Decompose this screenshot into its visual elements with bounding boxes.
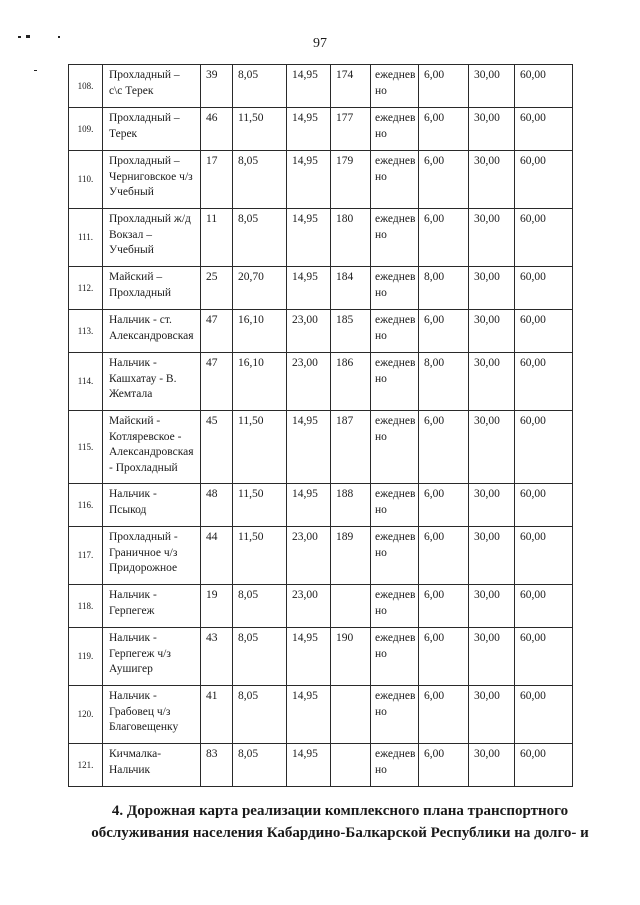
route-code: 174	[331, 65, 371, 108]
interval-value: 30,00	[469, 310, 515, 353]
interval-value: 30,00	[469, 267, 515, 310]
interval-value: 60,00	[515, 65, 573, 108]
route-name-line: Нальчик	[109, 763, 151, 776]
fare-value: 20,70	[233, 267, 287, 310]
route-name	[103, 527, 201, 585]
frequency: ежедневно	[371, 744, 419, 787]
route-code: 187	[331, 411, 371, 484]
route-name	[103, 686, 201, 744]
route-code: 180	[331, 209, 371, 267]
interval-value: 60,00	[515, 108, 573, 151]
route-code: 179	[331, 151, 371, 209]
interval-value: 30,00	[469, 628, 515, 686]
row-number: 115.	[69, 411, 103, 484]
route-code: 185	[331, 310, 371, 353]
route-name-line: Прохладный	[109, 286, 171, 299]
route-length: 11	[201, 209, 233, 267]
section-heading-line-1: 4. Дорожная карта реализации комплексного плана транспортного	[111, 803, 569, 819]
route-name-line: Александровская	[109, 446, 194, 459]
interval-value: 30,00	[469, 686, 515, 744]
frequency: ежедневно	[371, 209, 419, 267]
interval-value: 30,00	[469, 209, 515, 267]
route-code: 190	[331, 628, 371, 686]
route-code	[331, 744, 371, 787]
route-length: 41	[201, 686, 233, 744]
row-number: 110.	[69, 151, 103, 209]
route-name-line: с\с Терек	[109, 84, 154, 97]
time-value: 6,00	[419, 65, 469, 108]
route-name-line: Кашхатау - В.	[109, 372, 177, 385]
row-number: 113.	[69, 310, 103, 353]
time-value: 6,00	[419, 686, 469, 744]
interval-value: 30,00	[469, 527, 515, 585]
interval-value: 30,00	[469, 353, 515, 411]
row-number: 114.	[69, 353, 103, 411]
fare-value: 23,00	[287, 527, 331, 585]
interval-value: 60,00	[515, 209, 573, 267]
fare-value: 23,00	[287, 353, 331, 411]
route-code: 186	[331, 353, 371, 411]
route-name	[103, 353, 201, 411]
route-name-line: Герпегеж ч/з	[109, 647, 171, 660]
route-name-line: Черниговское ч/з	[109, 170, 193, 183]
route-length: 45	[201, 411, 233, 484]
row-number: 119.	[69, 628, 103, 686]
time-value: 6,00	[419, 151, 469, 209]
route-name-line: Терек	[109, 127, 138, 140]
route-name	[103, 484, 201, 527]
table-row	[69, 353, 573, 411]
route-name-line: Прохладный –	[109, 155, 180, 167]
frequency: ежедневно	[371, 65, 419, 108]
route-name-line: Жемтала	[109, 388, 153, 401]
frequency: ежедневно	[371, 411, 419, 484]
table-row	[69, 744, 573, 787]
route-name-line: Майский –	[109, 271, 163, 283]
section-heading-line-2: обслуживания населения Кабардино-Балкарской Республики на долго- и	[91, 824, 589, 841]
frequency: ежедневно	[371, 353, 419, 411]
route-name-line: Аушигер	[109, 663, 153, 676]
route-name-line: Придорожное	[109, 562, 178, 575]
route-name-line: Учебный	[109, 244, 154, 257]
route-name-line: Учебный	[109, 186, 154, 199]
interval-value: 60,00	[515, 585, 573, 628]
route-length: 46	[201, 108, 233, 151]
interval-value: 30,00	[469, 744, 515, 787]
table-row	[69, 151, 573, 209]
route-name	[103, 411, 201, 484]
route-length: 43	[201, 628, 233, 686]
table-row	[69, 267, 573, 310]
fare-value: 11,50	[233, 527, 287, 585]
route-code: 189	[331, 527, 371, 585]
route-length: 17	[201, 151, 233, 209]
table-row	[69, 628, 573, 686]
fare-value: 8,05	[233, 744, 287, 787]
frequency: ежедневно	[371, 267, 419, 310]
frequency: ежедневно	[371, 527, 419, 585]
page-number: 97	[313, 36, 327, 51]
time-value: 6,00	[419, 108, 469, 151]
route-name	[103, 628, 201, 686]
row-number: 118.	[69, 585, 103, 628]
frequency: ежедневно	[371, 484, 419, 527]
route-name	[103, 585, 201, 628]
interval-value: 60,00	[515, 151, 573, 209]
route-name-line: Нальчик -	[109, 488, 157, 500]
row-number: 116.	[69, 484, 103, 527]
route-length: 48	[201, 484, 233, 527]
route-name-line: Нальчик -	[109, 632, 157, 644]
route-name	[103, 209, 201, 267]
fare-value: 8,05	[233, 628, 287, 686]
fare-value: 11,50	[233, 108, 287, 151]
route-name-line: Благовещенку	[109, 721, 179, 734]
interval-value: 30,00	[469, 151, 515, 209]
route-name-line: Нальчик -	[109, 690, 157, 702]
time-value: 6,00	[419, 209, 469, 267]
table-row	[69, 411, 573, 484]
route-name	[103, 65, 201, 108]
route-name-line: Котляревское -	[109, 430, 182, 443]
route-name	[103, 267, 201, 310]
route-name	[103, 108, 201, 151]
scan-speck	[34, 70, 37, 71]
route-name	[103, 744, 201, 787]
route-code: 188	[331, 484, 371, 527]
time-value: 6,00	[419, 527, 469, 585]
route-length: 47	[201, 310, 233, 353]
interval-value: 60,00	[515, 484, 573, 527]
row-number: 121.	[69, 744, 103, 787]
frequency: ежедневно	[371, 108, 419, 151]
route-code: 184	[331, 267, 371, 310]
fare-value: 14,95	[287, 686, 331, 744]
route-length: 25	[201, 267, 233, 310]
interval-value: 60,00	[515, 527, 573, 585]
frequency: ежедневно	[371, 628, 419, 686]
row-number: 112.	[69, 267, 103, 310]
route-name-line: Александровская	[109, 329, 194, 342]
fare-value: 8,05	[233, 65, 287, 108]
route-name-line: Нальчик -	[109, 357, 157, 369]
interval-value: 60,00	[515, 411, 573, 484]
route-name-line: Нальчик - ст.	[109, 314, 172, 326]
route-name-line: Прохладный –	[109, 69, 180, 81]
row-number: 111.	[69, 209, 103, 267]
route-code	[331, 585, 371, 628]
fare-value: 16,10	[233, 353, 287, 411]
table-row	[69, 585, 573, 628]
interval-value: 60,00	[515, 310, 573, 353]
route-length: 39	[201, 65, 233, 108]
route-name-line: Прохладный -	[109, 531, 178, 543]
section-heading	[40, 801, 640, 845]
interval-value: 30,00	[469, 484, 515, 527]
table-row	[69, 65, 573, 108]
table-row	[69, 484, 573, 527]
table-row	[69, 527, 573, 585]
interval-value: 30,00	[469, 411, 515, 484]
fare-value: 14,95	[287, 65, 331, 108]
fare-value: 14,95	[287, 151, 331, 209]
row-number: 109.	[69, 108, 103, 151]
row-number: 108.	[69, 65, 103, 108]
table-row	[69, 209, 573, 267]
fare-value: 14,95	[287, 744, 331, 787]
fare-value: 14,95	[287, 209, 331, 267]
route-length: 19	[201, 585, 233, 628]
time-value: 6,00	[419, 484, 469, 527]
interval-value: 30,00	[469, 108, 515, 151]
time-value: 6,00	[419, 585, 469, 628]
fare-value: 8,05	[233, 151, 287, 209]
fare-value: 14,95	[287, 484, 331, 527]
fare-value: 23,00	[287, 585, 331, 628]
fare-value: 8,05	[233, 209, 287, 267]
fare-value: 11,50	[233, 411, 287, 484]
time-value: 6,00	[419, 310, 469, 353]
fare-value: 8,05	[233, 585, 287, 628]
fare-value: 14,95	[287, 108, 331, 151]
fare-value: 14,95	[287, 411, 331, 484]
table-row	[69, 686, 573, 744]
route-name-line: Кичмалка-	[109, 748, 162, 760]
route-name-line: - Прохладный	[109, 461, 178, 474]
time-value: 8,00	[419, 353, 469, 411]
interval-value: 30,00	[469, 585, 515, 628]
route-name-line: Псыкод	[109, 503, 147, 516]
route-name-line: Грабовец ч/з	[109, 705, 171, 718]
table-row	[69, 108, 573, 151]
frequency: ежедневно	[371, 585, 419, 628]
fare-value: 8,05	[233, 686, 287, 744]
route-name-line: Вокзал –	[109, 228, 152, 241]
fare-value: 16,10	[233, 310, 287, 353]
row-number: 117.	[69, 527, 103, 585]
fare-value: 14,95	[287, 267, 331, 310]
frequency: ежедневно	[371, 686, 419, 744]
route-code: 177	[331, 108, 371, 151]
table-row	[69, 310, 573, 353]
route-name	[103, 310, 201, 353]
fare-value: 23,00	[287, 310, 331, 353]
frequency: ежедневно	[371, 151, 419, 209]
route-name-line: Майский -	[109, 415, 161, 427]
fare-value: 11,50	[233, 484, 287, 527]
time-value: 6,00	[419, 411, 469, 484]
route-table	[68, 64, 573, 787]
route-length: 47	[201, 353, 233, 411]
interval-value: 30,00	[469, 65, 515, 108]
interval-value: 60,00	[515, 744, 573, 787]
route-name-line: Герпегеж	[109, 604, 155, 617]
time-value: 6,00	[419, 744, 469, 787]
route-name-line: Граничное ч/з	[109, 546, 178, 559]
route-name-line: Прохладный –	[109, 112, 180, 124]
route-length: 83	[201, 744, 233, 787]
interval-value: 60,00	[515, 628, 573, 686]
fare-value: 14,95	[287, 628, 331, 686]
route-name	[103, 151, 201, 209]
time-value: 8,00	[419, 267, 469, 310]
route-length: 44	[201, 527, 233, 585]
time-value: 6,00	[419, 628, 469, 686]
interval-value: 60,00	[515, 686, 573, 744]
route-name-line: Прохладный ж/д	[109, 213, 191, 225]
row-number: 120.	[69, 686, 103, 744]
route-code	[331, 686, 371, 744]
interval-value: 60,00	[515, 267, 573, 310]
route-name-line: Нальчик -	[109, 589, 157, 601]
interval-value: 60,00	[515, 353, 573, 411]
frequency: ежедневно	[371, 310, 419, 353]
